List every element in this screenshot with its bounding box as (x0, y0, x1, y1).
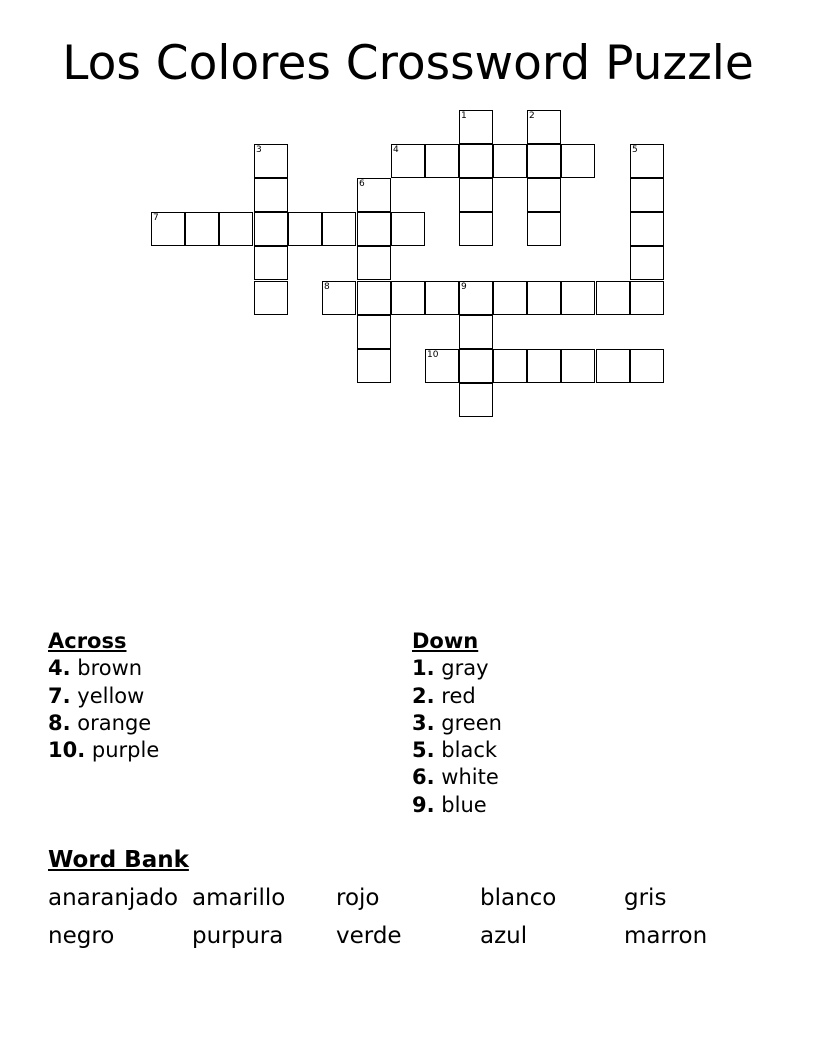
clue-text: orange (77, 710, 152, 735)
clue-text: gray (441, 656, 489, 681)
crossword-cell[interactable] (288, 212, 322, 246)
crossword-cell[interactable] (357, 178, 391, 212)
word-bank-word: verde (336, 923, 402, 949)
crossword-cell[interactable] (425, 349, 459, 383)
crossword-cell[interactable] (493, 144, 527, 178)
crossword-cell[interactable] (254, 246, 288, 280)
crossword-cell[interactable] (219, 212, 253, 246)
crossword-cell[interactable] (357, 281, 391, 315)
clue-number-label: 5 (632, 145, 638, 155)
crossword-cell[interactable] (561, 349, 595, 383)
word-bank-title: Word Bank (48, 847, 189, 873)
crossword-cell[interactable] (561, 281, 595, 315)
crossword-cell[interactable] (459, 212, 493, 246)
crossword-grid (0, 0, 816, 430)
clue-number: 4. (48, 656, 71, 681)
clue-number-label: 4 (393, 145, 399, 155)
word-bank-word: purpura (192, 923, 284, 949)
crossword-cell[interactable] (630, 246, 664, 280)
crossword-cell[interactable] (254, 144, 288, 178)
crossword-cell[interactable] (459, 315, 493, 349)
across-heading: Across (48, 629, 127, 653)
clue-item (48, 737, 159, 764)
clue-text: green (441, 710, 502, 735)
word-bank-word: gris (624, 885, 667, 911)
word-bank-word: rojo (336, 885, 380, 911)
crossword-cell[interactable] (254, 212, 288, 246)
crossword-cell[interactable] (254, 281, 288, 315)
clue-number: 3. (412, 710, 435, 735)
crossword-cell[interactable] (322, 281, 356, 315)
clue-number-label: 1 (461, 111, 467, 121)
crossword-cell[interactable] (596, 349, 630, 383)
crossword-cell[interactable] (630, 281, 664, 315)
crossword-cell[interactable] (596, 281, 630, 315)
crossword-cell[interactable] (425, 144, 459, 178)
crossword-cell[interactable] (391, 281, 425, 315)
crossword-cell[interactable] (357, 349, 391, 383)
word-bank-word: azul (480, 923, 528, 949)
clue-item (412, 683, 502, 710)
clue-item (412, 737, 502, 764)
crossword-cell[interactable] (357, 212, 391, 246)
clue-text: brown (77, 656, 143, 681)
crossword-cell[interactable] (425, 281, 459, 315)
clue-text: black (441, 738, 498, 763)
crossword-cell[interactable] (561, 144, 595, 178)
across-clues (48, 628, 159, 764)
crossword-cell[interactable] (459, 383, 493, 417)
word-bank-word: negro (48, 923, 115, 949)
crossword-cell[interactable] (527, 110, 561, 144)
crossword-cell[interactable] (459, 110, 493, 144)
clue-text: purple (91, 738, 160, 763)
word-bank-word: blanco (480, 885, 557, 911)
clue-text: white (441, 765, 499, 790)
crossword-cell[interactable] (527, 281, 561, 315)
clue-number-label: 9 (461, 282, 467, 292)
page-title: Los Colores Crossword Puzzle (62, 36, 754, 91)
crossword-cell[interactable] (459, 178, 493, 212)
crossword-cell[interactable] (527, 144, 561, 178)
crossword-cell[interactable] (459, 281, 493, 315)
crossword-cell[interactable] (357, 246, 391, 280)
clue-number-label: 10 (427, 350, 439, 360)
clue-number: 6. (412, 765, 435, 790)
clue-number-label: 8 (324, 282, 330, 292)
crossword-cell[interactable] (254, 178, 288, 212)
clue-number-label: 3 (256, 145, 262, 155)
word-bank-word: anaranjado (48, 885, 179, 911)
clue-number-label: 6 (359, 179, 365, 189)
crossword-cell[interactable] (459, 144, 493, 178)
crossword-cell[interactable] (630, 212, 664, 246)
clue-text: red (441, 683, 476, 708)
clue-number-label: 2 (529, 111, 535, 121)
clue-item (48, 655, 159, 682)
clue-item (412, 655, 502, 682)
crossword-cell[interactable] (391, 212, 425, 246)
clue-number-label: 7 (153, 213, 159, 223)
crossword-cell[interactable] (151, 212, 185, 246)
down-heading: Down (412, 629, 479, 653)
clue-number: 9. (412, 792, 435, 817)
clue-number: 10. (48, 738, 86, 763)
crossword-cell[interactable] (185, 212, 219, 246)
crossword-cell[interactable] (322, 212, 356, 246)
clue-number: 2. (412, 683, 435, 708)
crossword-cell[interactable] (630, 349, 664, 383)
crossword-cell[interactable] (391, 144, 425, 178)
crossword-cell[interactable] (357, 315, 391, 349)
crossword-cell[interactable] (459, 349, 493, 383)
clue-item (412, 792, 502, 819)
clue-item (412, 710, 502, 737)
word-bank-word: marron (624, 923, 708, 949)
clue-number: 1. (412, 656, 435, 681)
clue-number: 5. (412, 738, 435, 763)
clue-text: blue (441, 792, 487, 817)
clue-item (48, 683, 159, 710)
crossword-cell[interactable] (493, 281, 527, 315)
crossword-cell[interactable] (527, 349, 561, 383)
crossword-cell[interactable] (527, 212, 561, 246)
clue-item (48, 710, 159, 737)
crossword-cell[interactable] (630, 178, 664, 212)
crossword-cell[interactable] (527, 178, 561, 212)
clue-number: 7. (48, 683, 71, 708)
crossword-cell[interactable] (493, 349, 527, 383)
clue-text: yellow (77, 683, 145, 708)
down-clues (412, 628, 502, 819)
clue-item (412, 764, 502, 791)
word-bank-word: amarillo (192, 885, 286, 911)
crossword-cell[interactable] (630, 144, 664, 178)
clue-number: 8. (48, 710, 71, 735)
